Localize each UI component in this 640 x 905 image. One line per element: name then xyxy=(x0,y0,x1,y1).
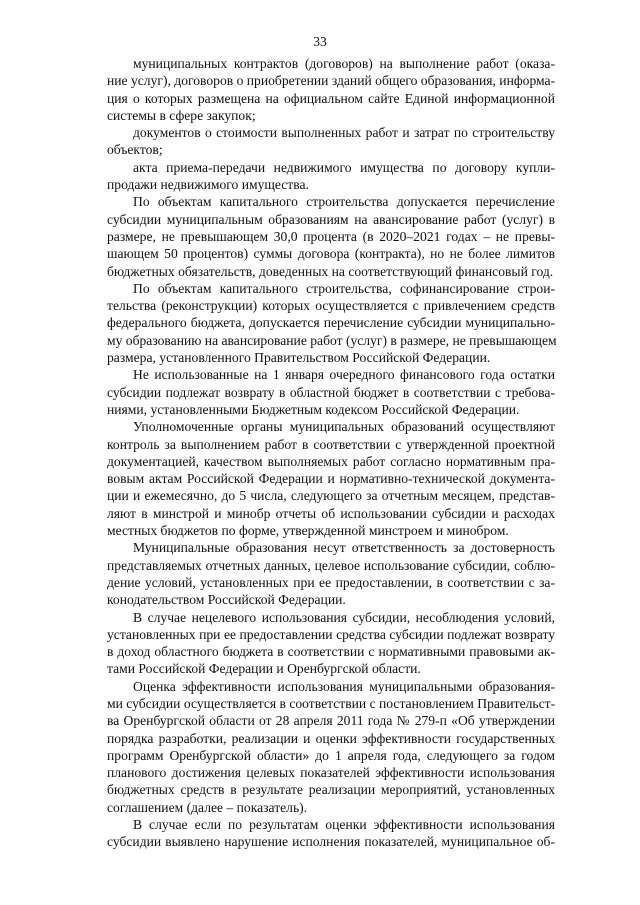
text-line: соглашением (далее – показатель). xyxy=(107,799,308,815)
text-line: бюджетных обязательств, доведенных на соответствующий финансовый год. xyxy=(107,263,554,279)
text-line: бюджетных средств в результате реализации мероприятий, установленных xyxy=(107,782,555,798)
text-line: тельства (реконструкции) которых осуществляется с привлечением средств xyxy=(107,298,555,314)
text-line: программ Оренбургской области» до 1 апреля года, следующего за годом xyxy=(107,747,555,763)
text-line: акта приема-передачи недвижимого имущества по договору купли- xyxy=(133,159,555,175)
document-body xyxy=(107,55,555,851)
paragraph xyxy=(107,816,555,851)
text-line: муниципальных контрактов (договоров) на выполнение работ (оказа- xyxy=(133,56,555,71)
text-line: ции и ежемесячно, до 5 числа, следующего за отчетным месяцем, представ- xyxy=(107,488,555,504)
text-line: Уполномоченные органы муниципальных образований осуществляют xyxy=(133,419,555,435)
text-line: планового достижения целевых показателей эффективности использования xyxy=(107,765,555,781)
text-line: объектов; xyxy=(107,142,163,158)
text-line: документацией, качеством выполняемых работ согласно нормативным пра- xyxy=(107,453,555,469)
text-line: системы в сфере закупок; xyxy=(107,107,256,123)
text-line: шающем 50 процентов) суммы договора (контракта), но не более лимитов xyxy=(107,246,555,262)
text-line: местных бюджетов по форме, утвержденной минстроем и минобром. xyxy=(107,523,509,539)
text-line: вовым актам Российской Федерации и нормативно-технической документа- xyxy=(107,471,555,487)
text-line: продажи недвижимого имущества. xyxy=(107,177,309,193)
text-line: в доход областного бюджета в соответствии с нормативными правовыми ак- xyxy=(107,644,555,660)
text-line: В случае если по результатам оценки эффективности использования xyxy=(133,817,555,833)
text-line: установленных при ее предоставлении средства субсидии подлежат возврату xyxy=(107,626,555,642)
text-line: По объектам капитального строительства, софинансирование строи- xyxy=(133,280,555,296)
text-line: ниями, установленными Бюджетным кодексом Российской Федерации. xyxy=(107,401,520,417)
text-line: Не использованные на 1 января очередного финансового года остатки xyxy=(133,367,555,383)
paragraph xyxy=(107,55,555,124)
text-line: Оценка эффективности использования муниципальными образования- xyxy=(133,678,555,694)
text-line: дение условий, установленных при ее предоставлении, в соответствии с за- xyxy=(107,574,555,590)
text-line: тами Российской Федерации и Оренбургской области. xyxy=(107,661,421,677)
paragraph xyxy=(107,124,555,159)
text-line: ние услуг), договоров о приобретении зданий общего образования, информа- xyxy=(107,73,556,89)
text-line: му образованию на авансирование работ (услуг) в размере, не превышающем xyxy=(107,332,557,348)
text-line: размере, не превышающем 30,0 процента (в 2020–2021 годах – не превы- xyxy=(107,228,555,244)
text-line: По объектам капитального строительства допускается перечисление xyxy=(133,194,555,210)
text-line: порядка разработки, реализации и оценки эффективности государственных xyxy=(107,730,555,746)
text-line: размера, установленного Правительством Российской Федерации. xyxy=(107,350,491,366)
paragraph xyxy=(107,159,555,194)
text-line: субсидии выявлено нарушение исполнения показателей, муниципальное об- xyxy=(107,834,555,850)
paragraph xyxy=(107,366,555,418)
text-line: ция о которых размещена на официальном сайте Единой информационной xyxy=(107,90,555,106)
paragraph xyxy=(107,418,555,539)
text-line: ляют в минстрой и минобр отчеты об использовании субсидии и расходах xyxy=(107,505,555,521)
text-line: ми субсидии осуществляется в соответствии с постановлением Правительст- xyxy=(107,695,556,711)
text-line: федерального бюджета, допускается перечисление субсидии муниципально- xyxy=(107,315,555,331)
paragraph xyxy=(107,678,555,816)
text-line: Муниципальные образования несут ответственность за достоверность xyxy=(133,540,555,556)
text-line: субсидии подлежат возврату в областной бюджет в соответствии с требова- xyxy=(107,384,555,400)
text-line: документов о стоимости выполненных работ и затрат по строительству xyxy=(133,125,555,141)
paragraph xyxy=(107,280,555,366)
text-line: В случае нецелевого использования субсидии, несоблюдения условий, xyxy=(133,609,555,625)
paragraph xyxy=(107,539,555,608)
page-number: 33 xyxy=(313,34,327,49)
text-line: контроль за выполнением работ в соответствии с утвержденной проектной xyxy=(107,436,555,452)
paragraph xyxy=(107,609,555,678)
text-line: конодательством Российской Федерации. xyxy=(107,592,346,608)
paragraph xyxy=(107,193,555,279)
text-line: субсидии муниципальным образованиям на авансирование работ (услуг) в xyxy=(107,211,555,227)
text-line: ва Оренбургской области от 28 апреля 2011 года № 279-п «Об утверждении xyxy=(107,713,555,729)
text-line: представляемых отчетных данных, целевое использование субсидии, соблю- xyxy=(107,557,555,573)
